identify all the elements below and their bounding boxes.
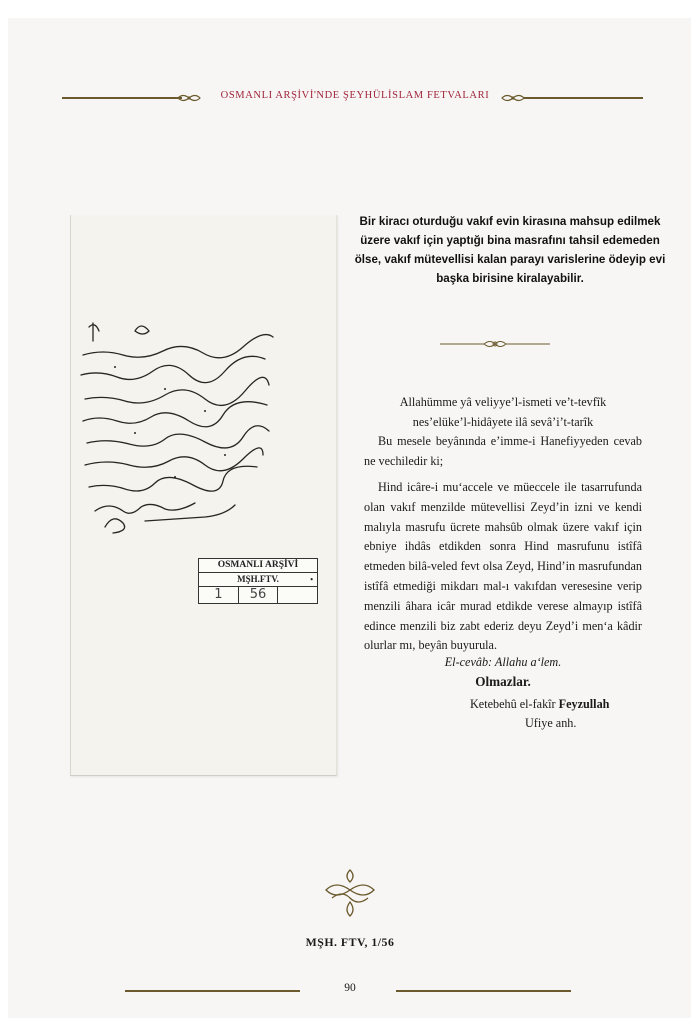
archive-stamp <box>198 558 318 604</box>
footer-rule-right <box>396 990 571 992</box>
footer-ornament-icon <box>322 868 378 918</box>
prayer-line-1: Allahümme yâ veliyye’l-ismeti ve’t-tevfîk <box>399 395 607 409</box>
signature-prefix: Ketebehû el-fakîr <box>470 697 556 711</box>
signature-line-1 <box>470 697 650 712</box>
answer-intro: El-cevâb: Allahu a‘lem. <box>444 655 562 669</box>
stamp-cell-doc: 56 <box>239 587 279 603</box>
question-text: Hind icâre-i mu‘accele ve müeccele ile tasarrufunda olan vakıf menzilde mütevellisi Zeyd’in izni ve kendi malıyla masrufu ücrete mahsûb olmak üzere vakıf için ebniye ihdâs etdikden sonra Hind masrufunu istîfâ etmeden bilâ-veled fevt olsa Zeyd, Hind’in masrufundan istîfâ etmediği mikdarı mal-ı vakıfdan veresesine verip menzili âhara icâr murad etdikde verese almayıp istîfâ edince menzili biz zabt ederiz deyu Zeyd’i men‘a kâdir olurlar mı, beyân buyurula. <box>364 480 642 653</box>
signature-line-2: Ufiye anh. <box>525 716 577 730</box>
archive-reference: MŞH. FTV, 1/56 <box>305 935 395 949</box>
stamp-archive-name: OSMANLI ARŞİVİ <box>199 559 317 573</box>
manuscript-image <box>70 215 337 776</box>
question-intro: Bu mesele beyânında e’imme-i Hanefiyyeden cevab ne vechiledir ki; <box>364 434 642 468</box>
stamp-cell-empty <box>278 587 317 603</box>
stamp-fund-code: MŞH.FTV. <box>199 573 317 587</box>
section-divider-icon <box>440 338 550 350</box>
signature-name: Feyzullah <box>558 697 610 711</box>
opening-prayer <box>364 393 642 433</box>
footer-rule-left <box>125 990 300 992</box>
header-rule-left <box>62 97 182 99</box>
header-rule-right <box>523 97 643 99</box>
fatwa-summary: Bir kiracı oturduğu vakıf evin kirasına mahsup edilmek üzere vakıf için yaptığı bina masrafını tahsil edemeden ölse, vakıf mütevellisi kalan parayı varislerine ödeyip evi başka birisine kiralayabilir. <box>354 215 666 285</box>
answer-text: Olmazlar. <box>475 674 531 689</box>
header-title: OSMANLI ARŞİVİ'NDE ŞEYHÜLİSLAM FETVALARI <box>220 90 490 101</box>
stamp-cell-file: 1 <box>199 587 239 603</box>
page-number: 90 <box>344 982 356 994</box>
stamp-cells <box>199 587 317 603</box>
prayer-line-2: nes’elüke’l-hidâyete ilâ sevâ’i’t-tarîk <box>412 414 594 429</box>
manuscript-script-icon <box>75 315 275 545</box>
stamp-dot-icon: • <box>310 575 313 584</box>
